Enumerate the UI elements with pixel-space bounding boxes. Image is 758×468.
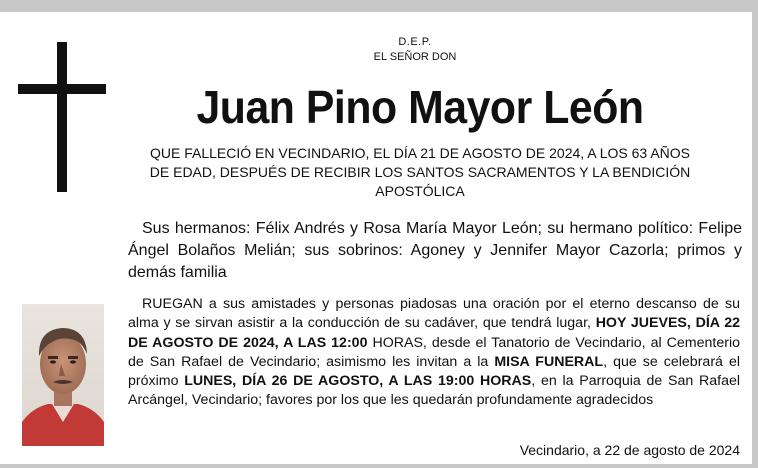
family-paragraph (128, 218, 742, 284)
deceased-name: Juan Pino Mayor León (196, 81, 644, 133)
death-notice-line: DE EDAD, DESPUÉS DE RECIBIR LOS SANTOS SACRAMENTOS Y LA BENDICIÓN (149, 164, 691, 180)
senor-label: EL SEÑOR DON (373, 51, 457, 63)
ruegan-bold: LUNES, DÍA 26 DE AGOSTO, A LAS 19:00 HORAS (184, 373, 532, 390)
ruegan-bold: MISA FUNERAL (494, 353, 604, 370)
ruegan-text: , en la Parroquia de San Rafael Arcángel, Vecindario; favores por los que les quedarán profundamente agradecidos (128, 373, 741, 409)
cross-icon (18, 42, 106, 192)
portrait-photo (22, 304, 104, 446)
family-text: Sus hermanos: Félix Andrés y Rosa María Mayor León; su hermano político: Felipe Ángel Bolaños Melián; sus sobrinos: Agoney y Jennifer Mayor Cazorla; primos y demás familia (128, 220, 742, 281)
place-date: Vecindario, a 22 de agosto de 2024 (519, 442, 740, 458)
death-notice (130, 144, 710, 201)
ruegan-paragraph (128, 295, 740, 411)
portrait-image (22, 304, 104, 446)
dep-label: D.E.P. (398, 36, 432, 48)
ruegan-text: , que se celebrará el próximo (128, 353, 741, 390)
ruegan-bold: HOY JUEVES, DÍA 22 DE AGOSTO DE 2024, A LAS 12:00 (128, 315, 740, 351)
death-notice-line: APOSTÓLICA (375, 183, 465, 199)
death-notice-line: QUE FALLECIÓ EN VECINDARIO, EL DÍA 21 DE AGOSTO DE 2024, A LOS 63 AÑOS (150, 145, 690, 161)
ruegan-text: HORAS, desde el Tanatorio de Vecindario, al Cementerio de San Rafael de Vecindario; asimismo les invitan a la (128, 334, 741, 370)
ruegan-text: RUEGAN a sus amistades y personas piadosas una oración por el eterno descanso de su alma y se sirvan asistir a la conducción de su cadáver, que tendrá lugar, (128, 296, 740, 332)
